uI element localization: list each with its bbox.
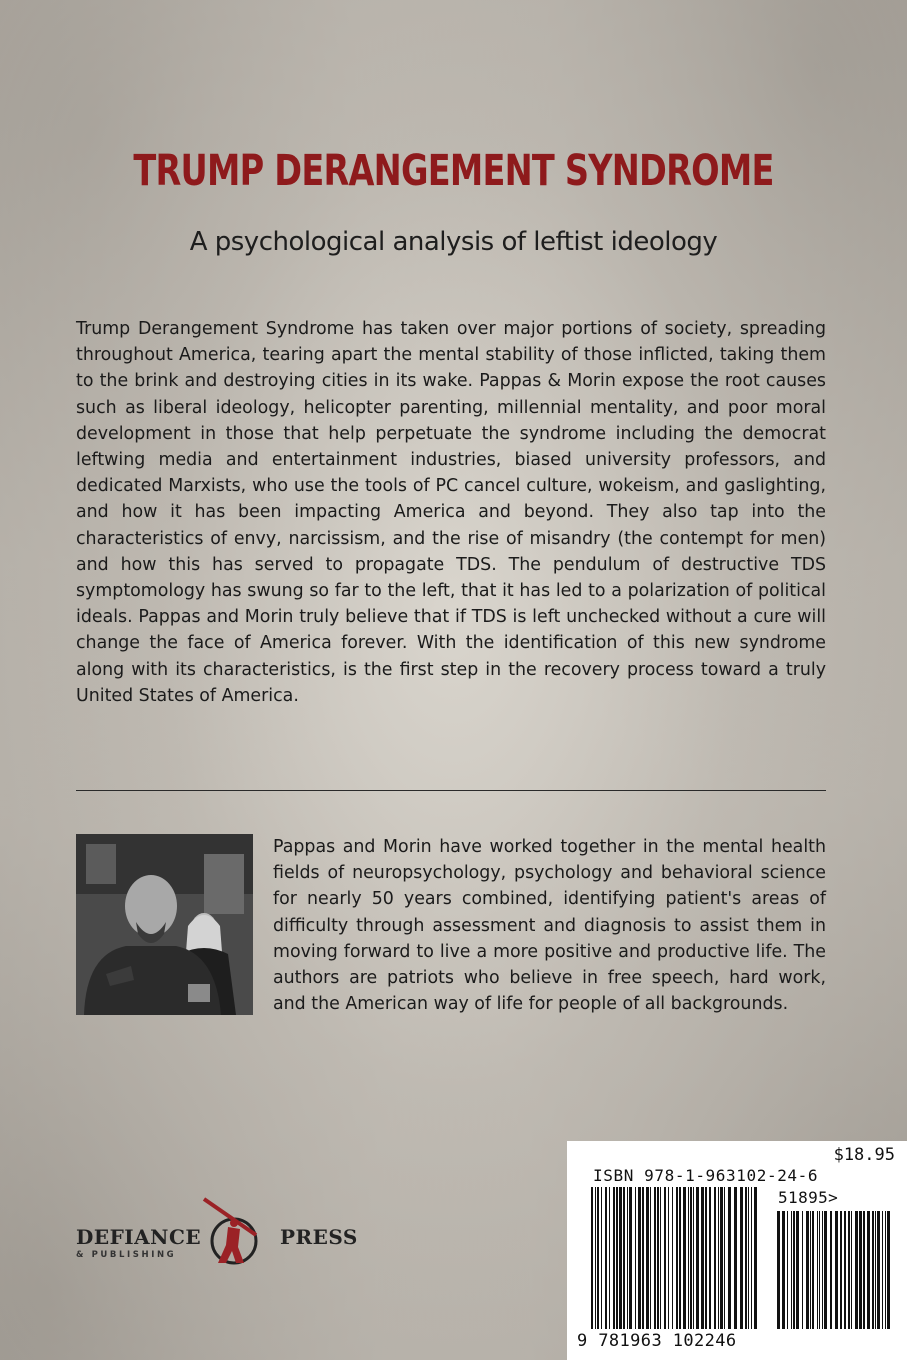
- barcode-bar: [627, 1187, 628, 1329]
- isbn-label: ISBN 978-1-963102-24-6: [593, 1166, 819, 1185]
- barcode-bar: [844, 1211, 846, 1329]
- barcode-bar: [690, 1187, 692, 1329]
- barcode-box: [567, 1141, 907, 1360]
- barcode-bar: [705, 1187, 707, 1329]
- barcode-bar: [875, 1211, 876, 1329]
- barcode-bar: [714, 1187, 716, 1329]
- barcode-bar: [754, 1187, 757, 1329]
- barcode-bar: [863, 1211, 865, 1329]
- barcode-bar: [793, 1211, 795, 1329]
- barcode-bar: [791, 1211, 792, 1329]
- barcode-bar: [619, 1187, 622, 1329]
- barcode-bar: [835, 1211, 838, 1329]
- author-photo-illustration: [76, 834, 253, 1015]
- barcode-bar: [824, 1211, 827, 1329]
- barcode-bar: [623, 1187, 625, 1329]
- barcode-bar: [718, 1187, 719, 1329]
- barcode-bar: [867, 1211, 870, 1329]
- author-photo: [76, 834, 253, 1015]
- barcode-bar: [806, 1211, 809, 1329]
- barcode-bar: [654, 1187, 656, 1329]
- barcode-bar: [840, 1211, 842, 1329]
- barcode-bar: [629, 1187, 632, 1329]
- barcode-bar: [822, 1211, 823, 1329]
- barcode-bar: [777, 1211, 780, 1329]
- price-addon-code: 51895>: [778, 1188, 839, 1207]
- barcode-bar: [724, 1187, 725, 1329]
- barcode-bar: [688, 1187, 689, 1329]
- barcode-bar: [679, 1187, 681, 1329]
- barcode-bar: [748, 1187, 749, 1329]
- barcode-bar: [796, 1211, 799, 1329]
- barcode-bar: [591, 1187, 593, 1329]
- barcode-bar: [642, 1187, 644, 1329]
- barcode-bar: [696, 1187, 699, 1329]
- barcode-bar: [597, 1187, 599, 1329]
- barcode-bar: [848, 1211, 850, 1329]
- barcode-bar: [646, 1187, 649, 1329]
- barcode-bar: [734, 1187, 737, 1329]
- barcode-bar: [605, 1187, 607, 1329]
- barcode-bar: [672, 1187, 673, 1329]
- barcode-bar: [882, 1211, 883, 1329]
- book-subtitle: A psychological analysis of leftist ideology: [189, 227, 718, 257]
- barcode-bar: [810, 1211, 811, 1329]
- minuteman-emblem-icon: [194, 1195, 284, 1267]
- barcode-bar: [812, 1211, 814, 1329]
- barcode-bar: [817, 1211, 818, 1329]
- author-bio: Pappas and Morin have worked together in the mental health fields of neuropsychology, psychology and behavioral science for nearly 50 years combined, identifying patient's areas of difficulty through assessment and diagnosis to assist them in moving forward to live a more positive and productive life. The authors are patriots who believe in free speech, hard work, and the American way of life for people of all backgrounds.: [273, 837, 826, 1015]
- barcode-bar: [676, 1187, 678, 1329]
- barcode-bar: [782, 1211, 785, 1329]
- publisher-subtitle: & PUBLISHING: [76, 1250, 177, 1260]
- barcode-bar: [887, 1211, 890, 1329]
- barcode-bar: [616, 1187, 618, 1329]
- barcode-bar: [859, 1211, 862, 1329]
- barcode-bar: [787, 1211, 788, 1329]
- section-divider: [76, 790, 826, 791]
- publisher-name-right: PRESS: [280, 1225, 358, 1249]
- book-description: Trump Derangement Syndrome has taken over major portions of society, spreading throughout America, tearing apart the mental stability of those inflicted, taking them to the brink and destroying cities in its wake. Pappas & Morin expose the root causes such as liberal ideology, helicopter parenting, millennial mentality, and poor moral development in those that help perpetuate the syndrome including the democrat leftwing media and entertainment industries, biased university professors, and dedicated Marxists, who use the tools of PC cancel culture, wokeism, and gaslighting, and how it has been impacting America and beyond. They also tap into the characteristics of envy, narcissism, and the rise of misandry (the contempt for men) and how this has served to propagate TDS. The pendulum of destructive TDS symptomology has swung so far to the left, that it has led to a polarization of political ideals. Pappas and Morin truly believe that if TDS is left unchecked without a cure will change the face of America forever. With the identification of this new syndrome along with its characteristics, is the first step in the recovery process toward a truly United States of America.: [76, 319, 826, 706]
- barcode-bar: [740, 1187, 743, 1329]
- barcode-bar: [751, 1187, 752, 1329]
- barcode-digits: 9 781963 102246: [577, 1331, 737, 1351]
- barcode-bar: [745, 1187, 747, 1329]
- barcode-bar: [851, 1211, 852, 1329]
- barcode-bar: [872, 1211, 874, 1329]
- publisher-logo: [76, 1195, 366, 1267]
- barcode-bar: [660, 1187, 661, 1329]
- barcode-bar: [683, 1187, 686, 1329]
- barcode-bar: [668, 1187, 669, 1329]
- barcode-bar: [802, 1211, 803, 1329]
- book-title: TRUMP DERANGEMENT SYNDROME: [133, 146, 774, 196]
- barcode-bar: [709, 1187, 711, 1329]
- barcode-bar: [830, 1211, 832, 1329]
- barcode-icon: [567, 1141, 907, 1360]
- price-label: $18.95: [833, 1145, 895, 1165]
- barcode-bar: [693, 1187, 694, 1329]
- barcode-bar: [613, 1187, 615, 1329]
- barcode-bar: [877, 1211, 880, 1329]
- barcode-bar: [650, 1187, 651, 1329]
- barcode-bar: [635, 1187, 636, 1329]
- barcode-bar: [657, 1187, 659, 1329]
- barcode-bar: [885, 1211, 886, 1329]
- barcode-bar: [609, 1187, 610, 1329]
- barcode-bar: [595, 1187, 596, 1329]
- barcode-bar: [701, 1187, 704, 1329]
- barcode-bar: [638, 1187, 641, 1329]
- barcode-bar: [855, 1211, 858, 1329]
- barcode-bar: [664, 1187, 666, 1329]
- barcode-bar: [601, 1187, 602, 1329]
- publisher-name-left: DEFIANCE: [76, 1225, 202, 1249]
- barcode-bar: [720, 1187, 723, 1329]
- barcode-bar: [728, 1187, 731, 1329]
- barcode-bar: [819, 1211, 820, 1329]
